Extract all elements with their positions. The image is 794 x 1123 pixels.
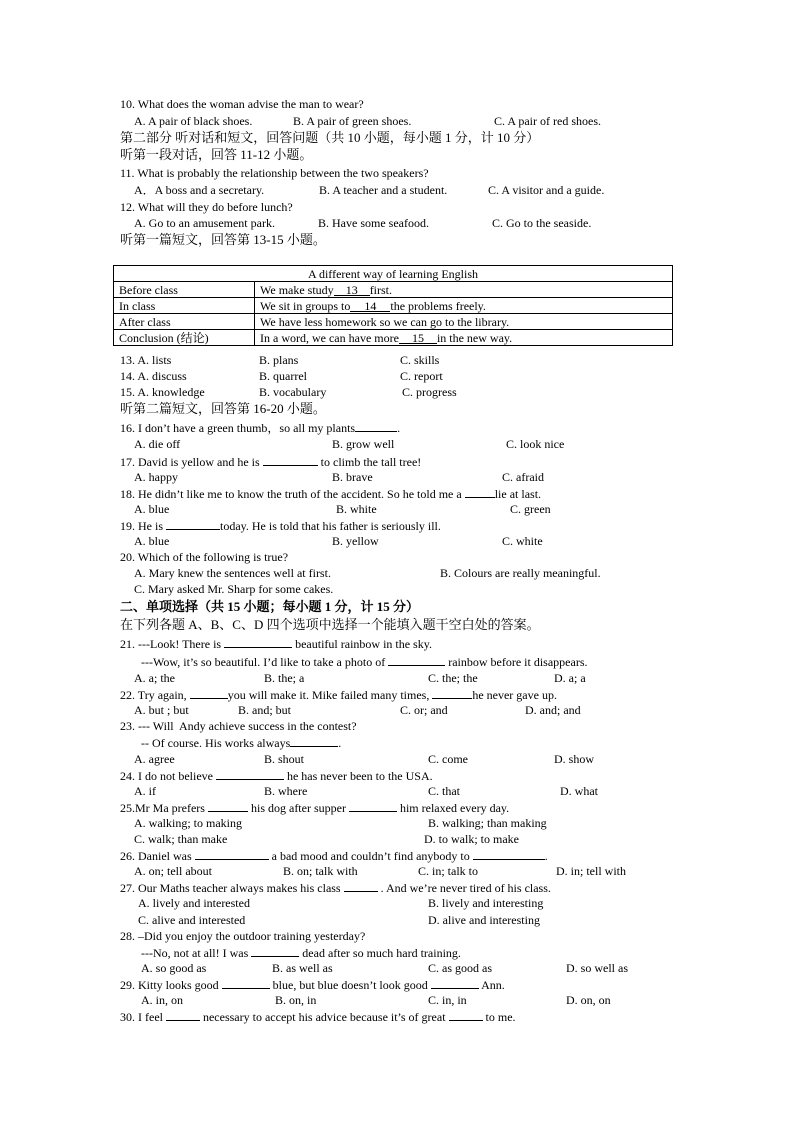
blank-15 bbox=[399, 331, 437, 344]
q15-option-c: C. progress bbox=[402, 385, 457, 399]
q16-option-b: B. grow well bbox=[332, 437, 395, 451]
table-row bbox=[114, 314, 673, 330]
q25-text: his dog after supper bbox=[250, 801, 346, 815]
q24-text: 24. I do not believe bbox=[120, 769, 213, 783]
answer-blank bbox=[431, 977, 479, 989]
q27-option-c: C. alive and interested bbox=[138, 913, 246, 927]
table-text: In a word, we can have more bbox=[260, 330, 399, 345]
q16-option-a: A. die off bbox=[134, 437, 181, 451]
q23-text: . bbox=[338, 736, 342, 750]
dialog1-header: 听第一段对话，回答 11-12 小题。 bbox=[120, 147, 313, 162]
table-row bbox=[114, 330, 673, 346]
q19-end: today. He is told that his father is seriously ill. bbox=[220, 519, 441, 533]
q14-option-c: C. report bbox=[400, 369, 443, 383]
q21-option-c: C. the; the bbox=[428, 671, 478, 685]
answer-blank bbox=[190, 687, 228, 699]
q12-stem: 12. What will they do before lunch? bbox=[120, 200, 293, 214]
q20-stem: 20. Which of the following is true? bbox=[120, 550, 289, 564]
blank-number: 15 bbox=[411, 330, 424, 345]
part2-header: 第二部分 听对话和短文，回答问题（共 10 小题，每小题 1 分，计 10 分） bbox=[120, 130, 540, 145]
q14-option-b: B. quarrel bbox=[259, 369, 307, 383]
q29-option-b: B. on, in bbox=[275, 993, 317, 1007]
q24-option-d: D. what bbox=[560, 784, 598, 798]
answer-blank bbox=[195, 848, 269, 860]
q22-text: you will make it. Mike failed many times, bbox=[227, 688, 430, 702]
q10-option-b: B. A pair of green shoes. bbox=[293, 114, 412, 128]
q25-text: him relaxed every day. bbox=[399, 801, 510, 815]
q17-option-b: B. brave bbox=[332, 470, 373, 484]
q10-option-c: C. A pair of red shoes. bbox=[494, 114, 601, 128]
passage1-header: 听第一篇短文，回答第 13-15 小题。 bbox=[120, 232, 326, 247]
answer-blank bbox=[449, 1009, 483, 1021]
q22-text: 22. Try again, bbox=[120, 688, 187, 702]
q27-option-d: D. alive and interesting bbox=[428, 913, 540, 927]
q27-stem bbox=[120, 880, 551, 895]
q20-option-c: C. Mary asked Mr. Sharp for some cakes. bbox=[134, 582, 334, 596]
q17-option-c: C. afraid bbox=[502, 470, 544, 484]
q29-text: blue, but blue doesn’t look good bbox=[272, 978, 428, 992]
q23-text: -- Of course. His works always bbox=[141, 736, 291, 750]
q28-line2 bbox=[141, 945, 461, 960]
q19-text: 19. He is bbox=[120, 519, 163, 533]
q25-option-c: C. walk; than make bbox=[134, 832, 228, 846]
q17-end: to climb the tall tree! bbox=[320, 455, 422, 469]
q21-text: ---Wow, it’s so beautiful. I’d like to take a photo of bbox=[141, 655, 386, 669]
q11-stem: 11. What is probably the relationship between the two speakers? bbox=[120, 166, 429, 180]
q18-option-a: A. blue bbox=[134, 502, 170, 516]
q30-stem bbox=[120, 1009, 516, 1024]
q21-line2 bbox=[141, 654, 588, 669]
q14-option-a: 14. A. discuss bbox=[120, 369, 187, 383]
q21-option-a: A. a; the bbox=[134, 671, 175, 685]
q24-option-c: C. that bbox=[428, 784, 460, 798]
answer-blank bbox=[344, 880, 378, 892]
q16-stem bbox=[120, 420, 400, 435]
q23-line2 bbox=[141, 735, 341, 750]
q27-text: 27. Our Maths teacher always makes his class bbox=[120, 881, 341, 895]
q28-option-d: D. so well as bbox=[566, 961, 628, 975]
q11-option-c: C. A visitor and a guide. bbox=[488, 183, 605, 197]
q26-option-d: D. in; tell with bbox=[556, 864, 626, 878]
q21-option-d: D. a; a bbox=[554, 671, 586, 685]
q24-option-b: B. where bbox=[264, 784, 308, 798]
q18-option-c: C. green bbox=[510, 502, 551, 516]
table-row-content bbox=[255, 298, 673, 314]
q21-text: 21. ---Look! There is bbox=[120, 637, 222, 651]
table-row-label: After class bbox=[114, 314, 255, 330]
table-row-content bbox=[255, 282, 673, 298]
q13-option-a: 13. A. lists bbox=[120, 353, 172, 367]
answer-blank bbox=[222, 977, 270, 989]
blank-14 bbox=[350, 299, 390, 312]
table-row-label: In class bbox=[114, 298, 255, 314]
q30-text: necessary to accept his advice because it’s of great bbox=[202, 1010, 446, 1024]
q30-text: 30. I feel bbox=[120, 1010, 163, 1024]
q28-text: ---No, not at all! I was bbox=[141, 946, 249, 960]
section2-instructions: 在下列各题 A、B、C、D 四个选项中选择一个能填入题干空白处的答案。 bbox=[120, 617, 540, 632]
q24-stem bbox=[120, 768, 433, 783]
answer-blank bbox=[473, 848, 545, 860]
q22-option-b: B. and; but bbox=[238, 703, 291, 717]
answer-blank bbox=[465, 486, 495, 498]
q22-option-a: A. but ; but bbox=[134, 703, 189, 717]
answer-blank bbox=[263, 454, 318, 466]
table-title: A different way of learning English bbox=[114, 266, 673, 282]
q26-option-b: B. on; talk with bbox=[283, 864, 358, 878]
answer-blank bbox=[251, 945, 299, 957]
table-row bbox=[114, 298, 673, 314]
q23-option-b: B. shout bbox=[264, 752, 305, 766]
q19-option-a: A. blue bbox=[134, 534, 170, 548]
q16-end: . bbox=[397, 421, 401, 435]
q28-text: dead after so much hard training. bbox=[302, 946, 461, 960]
q28-option-a: A. so good as bbox=[141, 961, 207, 975]
q18-end: lie at last. bbox=[494, 487, 542, 501]
table-text: first. bbox=[369, 282, 393, 297]
q26-text: 26. Daniel was bbox=[120, 849, 192, 863]
q24-option-a: A. if bbox=[134, 784, 156, 798]
q26-text: . bbox=[544, 849, 548, 863]
q23-option-c: C. come bbox=[428, 752, 468, 766]
q27-option-a: A. lively and interested bbox=[138, 896, 250, 910]
q25-option-a: A. walking; to making bbox=[134, 816, 242, 830]
q23-option-a: A. agree bbox=[134, 752, 175, 766]
answer-blank bbox=[349, 800, 397, 812]
q26-option-a: A. on; tell about bbox=[134, 864, 212, 878]
q18-text: 18. He didn’t like me to know the truth of the accident. So he told me a bbox=[120, 487, 462, 501]
section2-header: 二、单项选择（共 15 小题；每小题 1 分，计 15 分） bbox=[120, 599, 420, 614]
q19-option-b: B. yellow bbox=[332, 534, 379, 548]
q16-option-c: C. look nice bbox=[506, 437, 565, 451]
q10-stem: 10. What does the woman advise the man to wear? bbox=[120, 97, 364, 111]
table-title-row bbox=[114, 266, 673, 282]
answer-blank bbox=[166, 518, 220, 530]
q21-line1 bbox=[120, 636, 432, 651]
q15-option-b: B. vocabulary bbox=[259, 385, 327, 399]
q11-option-a: A．A boss and a secretary. bbox=[134, 183, 265, 197]
q18-stem bbox=[120, 486, 541, 501]
answer-blank bbox=[290, 735, 338, 747]
table-row bbox=[114, 282, 673, 298]
answer-blank bbox=[216, 768, 284, 780]
q21-option-b: B. the; a bbox=[264, 671, 305, 685]
learning-table bbox=[113, 265, 673, 346]
answer-blank bbox=[432, 687, 472, 699]
answer-blank bbox=[208, 800, 248, 812]
q25-option-b: B. walking; than making bbox=[428, 816, 547, 830]
q12-option-b: B. Have some seafood. bbox=[318, 216, 429, 230]
q29-stem bbox=[120, 977, 505, 992]
q23-line1: 23. --- Will Andy achieve success in the contest? bbox=[120, 719, 357, 733]
q28-line1: 28. –Did you enjoy the outdoor training yesterday? bbox=[120, 929, 366, 943]
q18-option-b: B. white bbox=[336, 502, 377, 516]
answer-blank bbox=[224, 636, 292, 648]
answer-blank bbox=[166, 1009, 200, 1021]
answer-blank bbox=[355, 420, 397, 432]
q22-option-d: D. and; and bbox=[525, 703, 581, 717]
q15-option-a: 15. A. knowledge bbox=[120, 385, 205, 399]
blank-number: 14 bbox=[364, 298, 377, 313]
q26-stem bbox=[120, 848, 548, 863]
q29-option-d: D. on, on bbox=[566, 993, 611, 1007]
q12-option-c: C. Go to the seaside. bbox=[492, 216, 592, 230]
answer-blank bbox=[388, 654, 445, 666]
q23-option-d: D. show bbox=[554, 752, 595, 766]
q21-text: rainbow before it disappears. bbox=[448, 655, 588, 669]
table-text: We sit in groups to bbox=[260, 298, 351, 313]
blank-13 bbox=[334, 283, 370, 296]
q13-option-b: B. plans bbox=[259, 353, 299, 367]
q17-option-a: A. happy bbox=[134, 470, 178, 484]
q13-option-c: C. skills bbox=[400, 353, 440, 367]
q20-option-b: B. Colours are really meaningful. bbox=[440, 566, 601, 580]
q28-option-c: C. as good as bbox=[428, 961, 492, 975]
q25-stem bbox=[120, 800, 509, 815]
table-row-label: Conclusion (结论) bbox=[114, 330, 255, 346]
q20-option-a: A. Mary knew the sentences well at first. bbox=[134, 566, 331, 580]
q22-option-c: C. or; and bbox=[400, 703, 448, 717]
table-text: in the new way. bbox=[436, 330, 513, 345]
q12-option-a: A. Go to an amusement park. bbox=[134, 216, 275, 230]
table-text: We make study bbox=[260, 282, 334, 297]
q17-text: 17. David is yellow and he is bbox=[120, 455, 260, 469]
blank-number: 13 bbox=[345, 282, 358, 297]
q29-option-a: A. in, on bbox=[141, 993, 183, 1007]
q27-text: . And we’re never tired of his class. bbox=[380, 881, 551, 895]
table-text: the problems freely. bbox=[390, 298, 486, 313]
table-row-content: We have less homework so we can go to the library. bbox=[255, 314, 673, 330]
table-row-content bbox=[255, 330, 673, 346]
q16-text: 16. I don’t have a green thumb，so all my plants bbox=[120, 421, 356, 435]
q22-stem bbox=[120, 687, 557, 702]
q28-option-b: B. as well as bbox=[272, 961, 333, 975]
q11-option-b: B. A teacher and a student. bbox=[319, 183, 448, 197]
q21-text: beautiful rainbow in the sky. bbox=[295, 637, 432, 651]
q27-option-b: B. lively and interesting bbox=[428, 896, 544, 910]
q29-text: Ann. bbox=[481, 978, 505, 992]
q25-text: 25.Mr Ma prefers bbox=[120, 801, 205, 815]
q22-text: he never gave up. bbox=[472, 688, 557, 702]
passage2-header: 听第二篇短文，回答第 16-20 小题。 bbox=[120, 401, 326, 416]
q29-text: 29. Kitty looks good bbox=[120, 978, 219, 992]
q19-option-c: C. white bbox=[502, 534, 543, 548]
q24-text: he has never been to the USA. bbox=[286, 769, 433, 783]
q26-text: a bad mood and couldn’t find anybody to bbox=[271, 849, 470, 863]
q10-option-a: A. A pair of black shoes. bbox=[134, 114, 253, 128]
table-row-label: Before class bbox=[114, 282, 255, 298]
q26-option-c: C. in; talk to bbox=[418, 864, 478, 878]
q19-stem bbox=[120, 518, 441, 533]
q29-option-c: C. in, in bbox=[428, 993, 467, 1007]
q25-option-d: D. to walk; to make bbox=[424, 832, 519, 846]
q30-text: to me. bbox=[485, 1010, 516, 1024]
q17-stem bbox=[120, 454, 421, 469]
